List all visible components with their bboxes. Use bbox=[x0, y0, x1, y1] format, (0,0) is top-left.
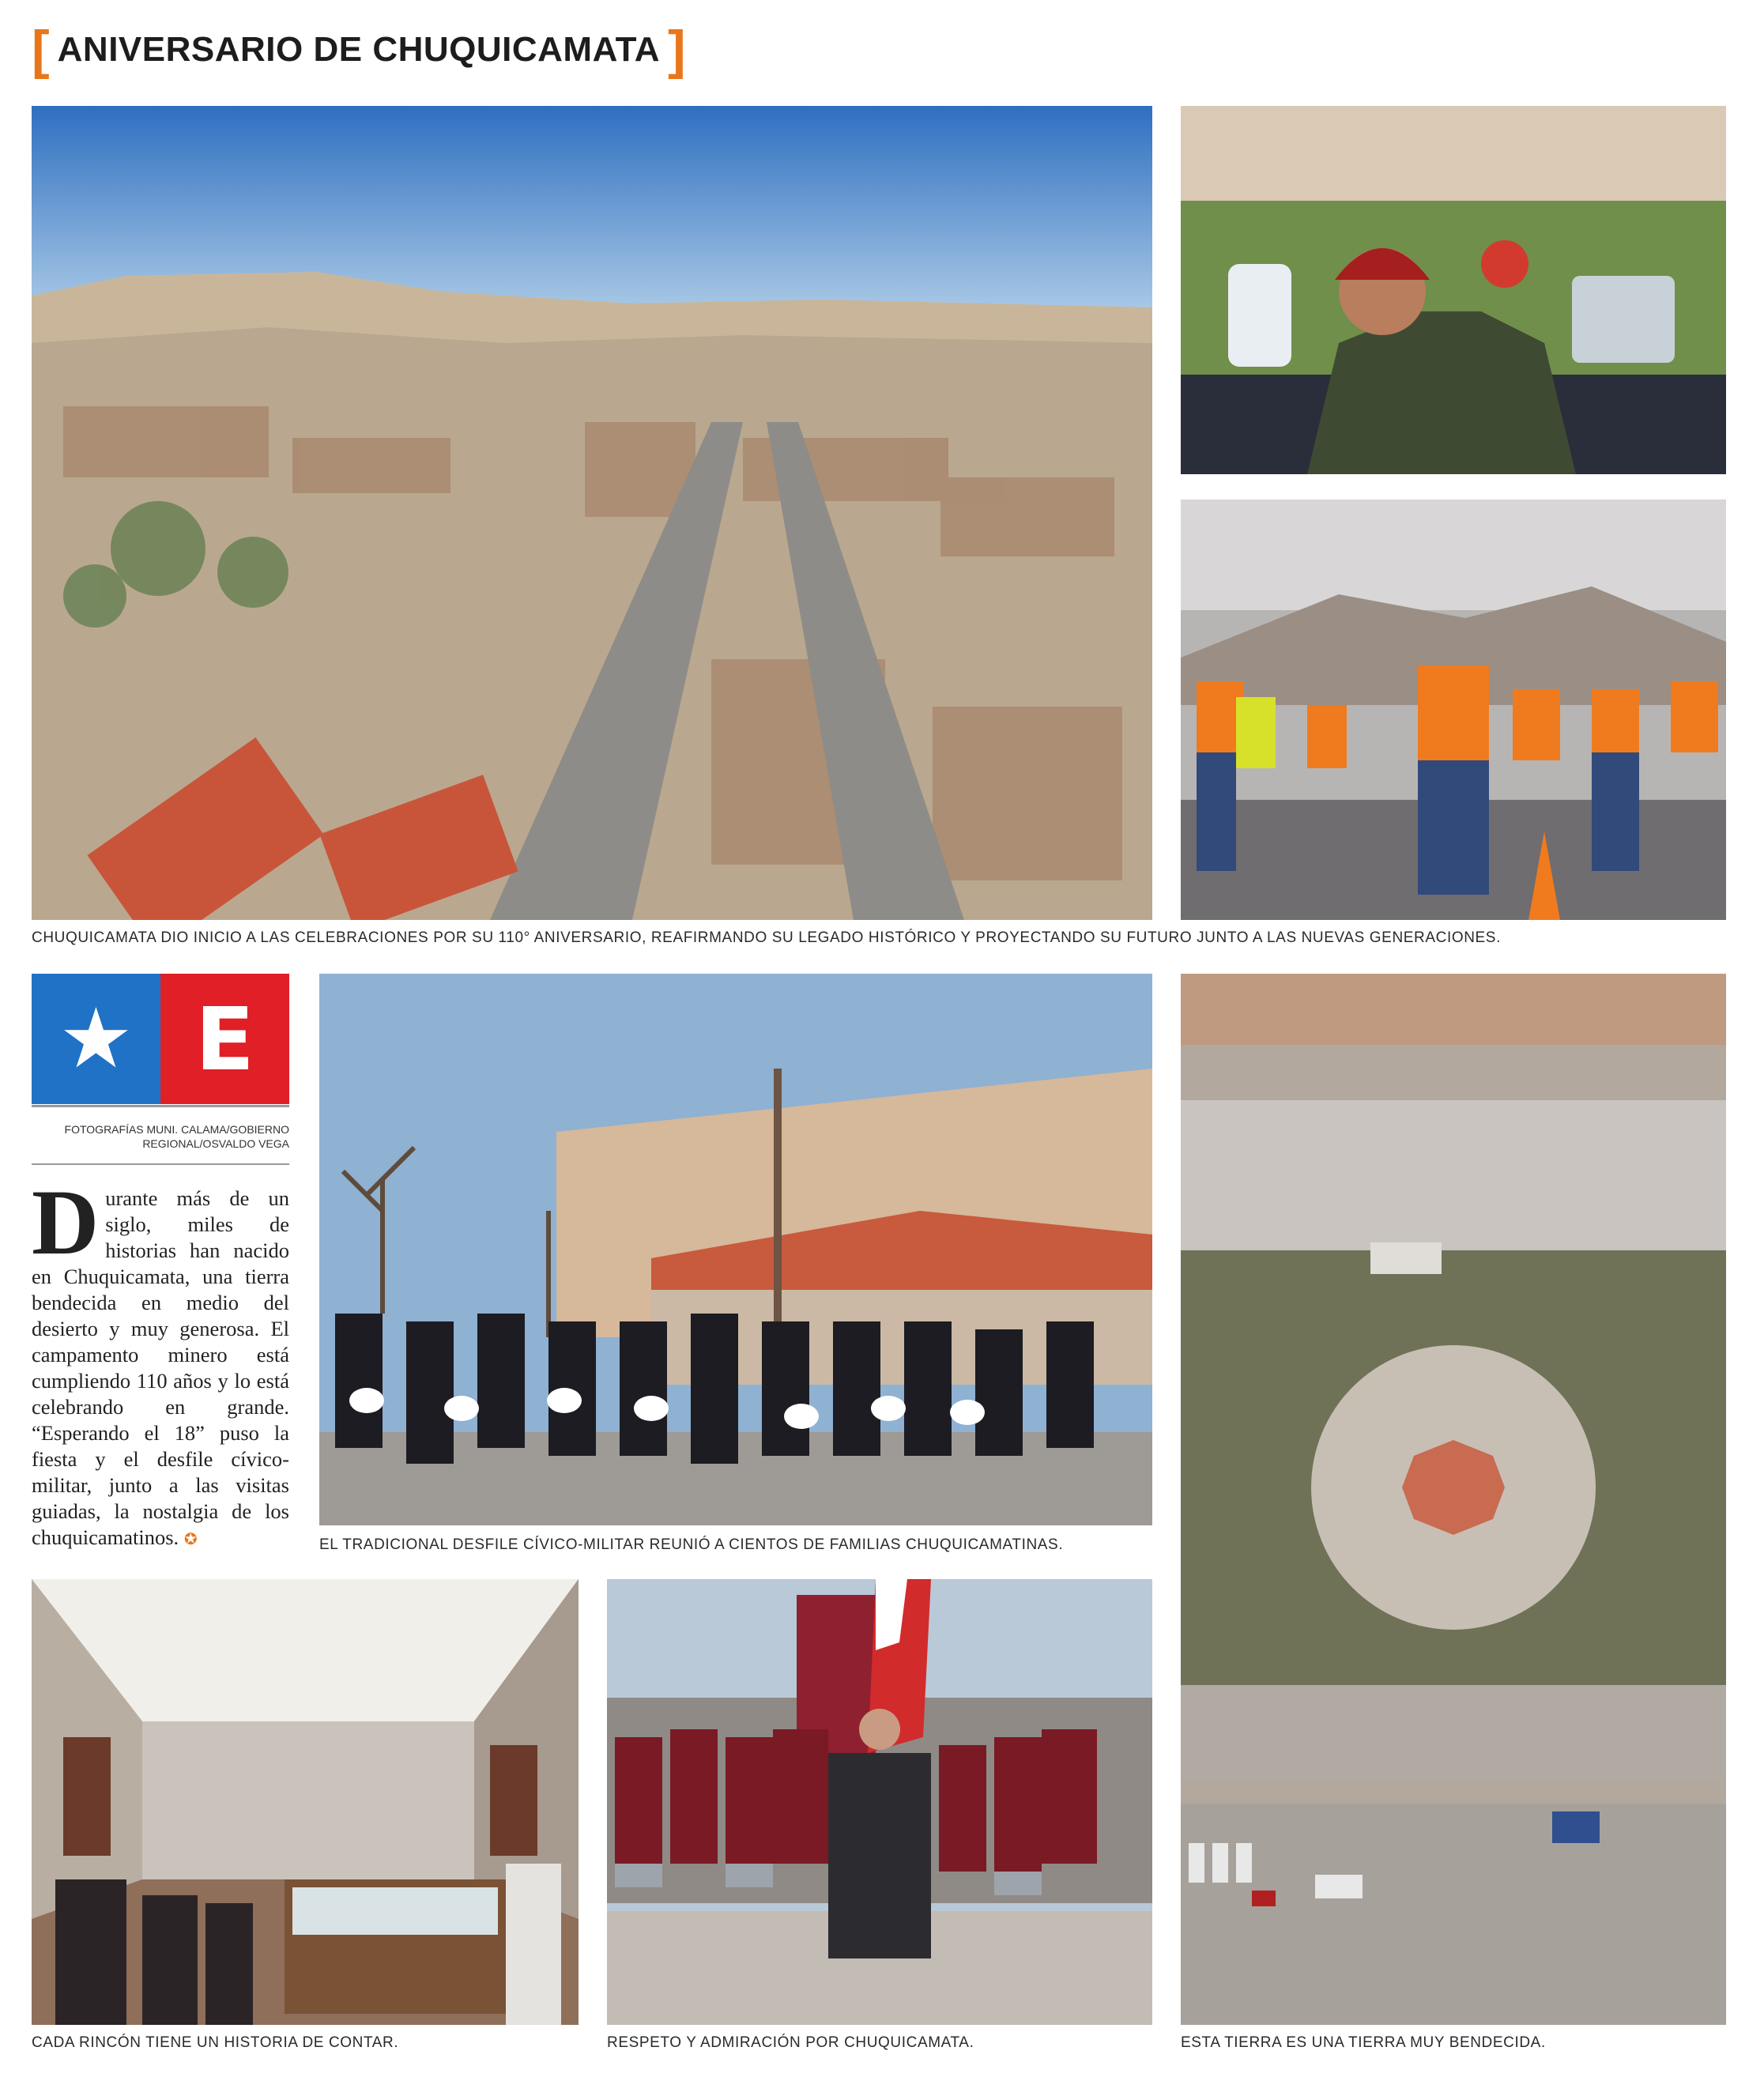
photo-credit bbox=[32, 1122, 289, 1151]
caption-main: CHUQUICAMATA DIO INICIO A LAS CELEBRACIONES POR SU 110° ANIVERSARIO, REAFIRMANDO SU LEGADO HISTÓRICO Y PROYECTANDO SU FUTURO JUNTO A LAS NUEVAS GENERACIONES. bbox=[32, 929, 1501, 946]
credit-line-1: FOTOGRAFÍAS MUNI. CALAMA/GOBIERNO bbox=[64, 1123, 289, 1136]
article-dropcap: D bbox=[32, 1171, 100, 1274]
aerial-town-photo bbox=[32, 106, 1152, 920]
drum-parade-photo bbox=[319, 974, 1152, 1525]
caption-school: RESPETO Y ADMIRACIÓN POR CHUQUICAMATA. bbox=[607, 2034, 974, 2051]
caption-museum: CADA RINCÓN TIENE UN HISTORIA DE CONTAR. bbox=[32, 2034, 399, 2051]
logo-red-block bbox=[160, 974, 289, 1104]
credit-rule bbox=[32, 1163, 289, 1165]
brand-logo bbox=[32, 974, 289, 1104]
museum-interior-photo bbox=[32, 1579, 579, 2025]
article-text: urante más de un siglo, miles de historias han nacido en Chuquicamata, una tierra bendecida en medio del desierto y muy generosa. El campamento minero está cumpliendo 110 años y lo está celebrando en grande. “Esperando el 18” puso la fiesta y el desfile cívico-militar, junto a las visitas guiadas, la nostalgia de los chuquicamatinos. bbox=[32, 1186, 289, 1549]
right-bracket: ] bbox=[667, 20, 686, 80]
workers-running-photo bbox=[1181, 499, 1726, 920]
left-bracket: [ bbox=[32, 20, 50, 80]
plaza-overhead-photo bbox=[1181, 974, 1726, 2025]
school-march-photo bbox=[607, 1579, 1152, 2025]
section-header bbox=[32, 20, 686, 80]
section-title: ANIVERSARIO DE CHUQUICAMATA bbox=[57, 30, 660, 69]
logo-blue-block bbox=[32, 974, 160, 1104]
star-icon: ★ bbox=[58, 993, 134, 1085]
caption-plaza: ESTA TIERRA ES UNA TIERRA MUY BENDECIDA. bbox=[1181, 2034, 1546, 2051]
miner-lantern-photo bbox=[1181, 106, 1726, 474]
logo-letter: E bbox=[194, 988, 255, 1090]
logo-rule bbox=[32, 1105, 289, 1107]
caption-parade: EL TRADICIONAL DESFILE CÍVICO-MILITAR REUNIÓ A CIENTOS DE FAMILIAS CHUQUICAMATINAS. bbox=[319, 1536, 1064, 1553]
end-mark-icon: ✪ bbox=[183, 1531, 198, 1548]
credit-line-2: REGIONAL/OSVALDO VEGA bbox=[142, 1137, 289, 1150]
article-body bbox=[32, 1171, 289, 1553]
